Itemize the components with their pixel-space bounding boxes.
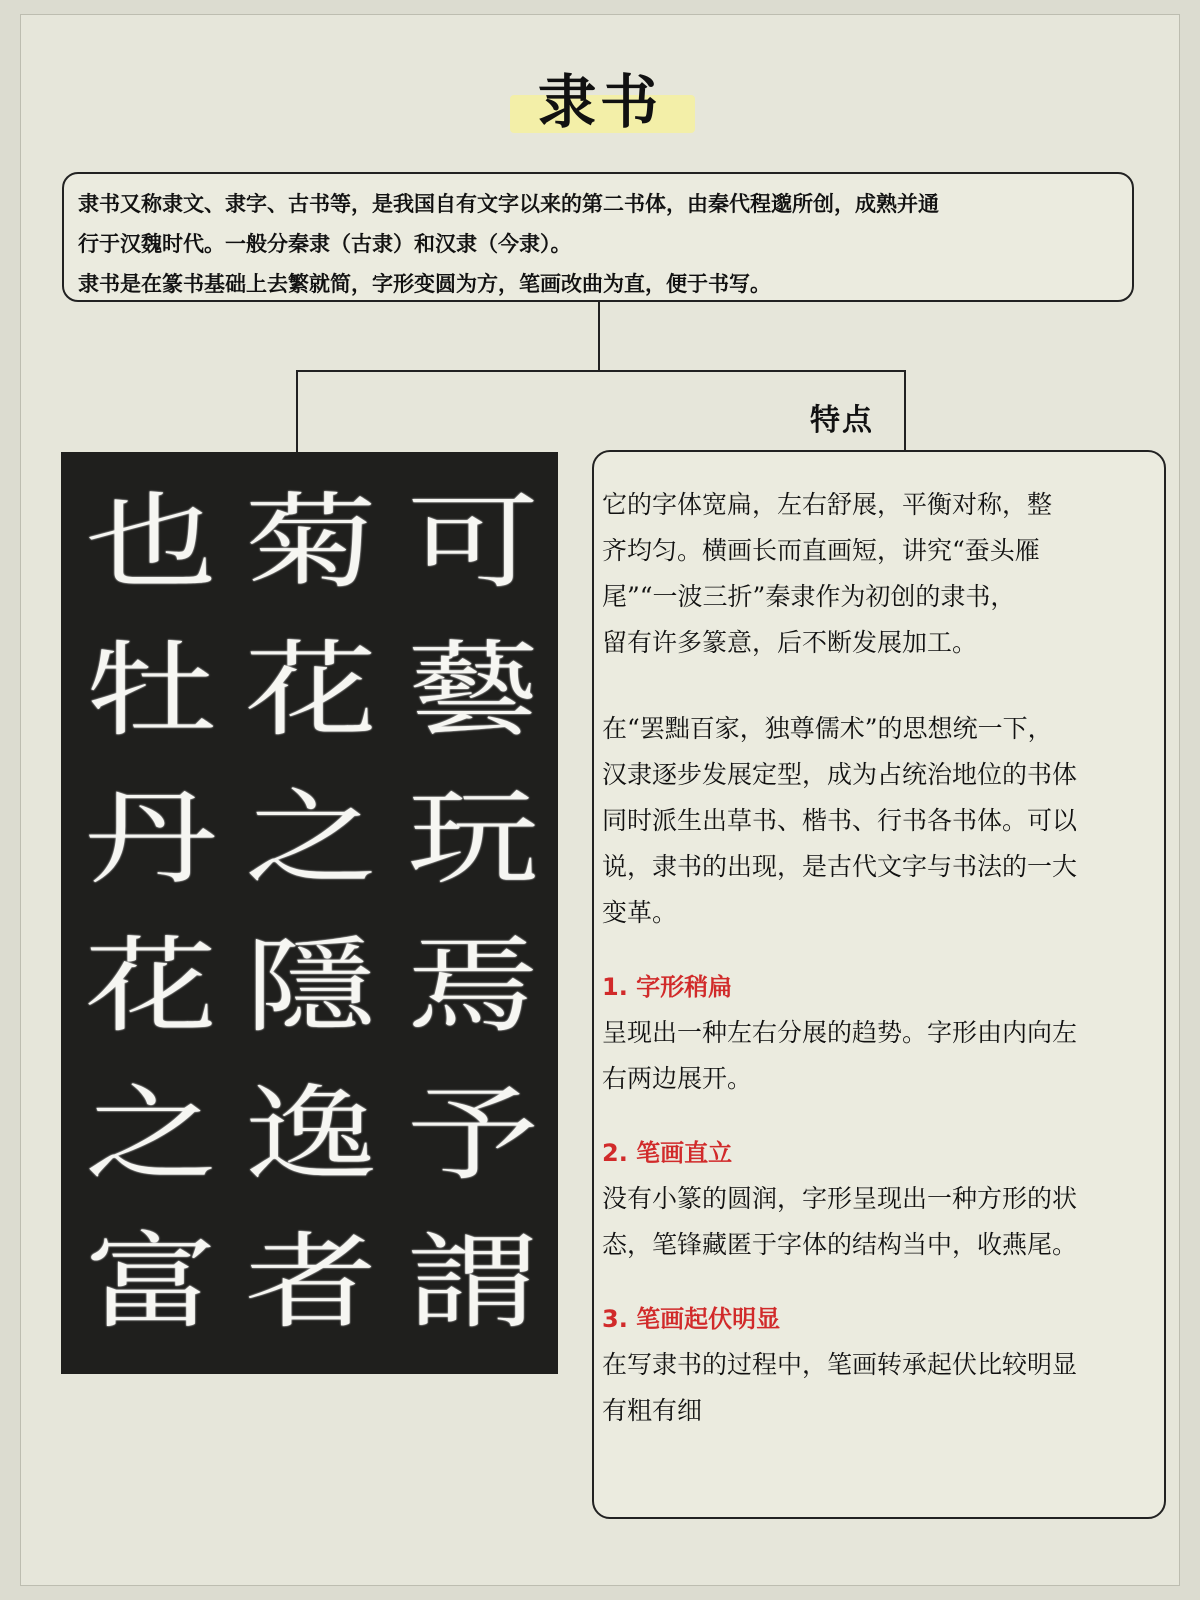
calligraphy-rubbing [61,452,558,1374]
features-line: 在“罢黜百家，独尊儒术”的思想统一下， [602,714,1053,743]
features-line: 齐均匀。横画长而直画短，讲究“蚕头雁 [602,536,1040,565]
rubbing-character: 牡 [84,629,218,751]
connector-vertical-top [598,302,600,370]
rubbing-character: 逸 [244,1073,378,1195]
rubbing-character: 菊 [244,481,378,603]
rubbing-column [236,472,386,1352]
connector-right-drop [904,370,906,450]
intro-line: 行于汉魏时代。一般分秦隶（古隶）和汉隶（今隶）。 [78,232,572,256]
spacer [602,1102,1156,1130]
rubbing-character: 者 [244,1221,378,1343]
page-title: 隶书 [537,68,662,136]
rubbing-character: 可 [406,481,540,603]
features-line: 汉隶逐步发展定型，成为占统治地位的书体 [602,760,1078,789]
rubbing-character: 之 [244,777,378,899]
connector-horizontal [296,370,906,372]
intro-line: 隶书又称隶文、隶字、古书等，是我国自有文字以来的第二书体，由秦代程邈所创，成熟并通 [78,192,939,216]
rubbing-character: 謂 [406,1221,540,1343]
features-label: 特点 [810,403,874,438]
item-heading: 2. 笔画直立 [602,1139,733,1167]
rubbing-character: 玩 [406,777,540,899]
connector-left-drop [296,370,298,452]
rubbing-column [76,472,226,1352]
rubbing-character: 也 [84,481,218,603]
title-area [0,0,1200,150]
intro-box [62,172,1134,302]
rubbing-character: 隱 [244,925,378,1047]
rubbing-character: 予 [406,1073,540,1195]
features-box [592,450,1166,1519]
rubbing-character: 花 [84,925,218,1047]
rubbing-character: 丹 [84,777,218,899]
spacer [602,1268,1156,1296]
features-line: 尾”“一波三折”秦隶作为初创的隶书， [602,582,1016,611]
rubbing-column [398,472,548,1352]
spacer [602,936,1156,964]
features-line: 右两边展开。 [602,1064,753,1093]
rubbing-character: 之 [84,1073,218,1195]
item-heading: 1. 字形稍扁 [602,973,733,1001]
rubbing-character: 藝 [406,629,540,751]
features-line: 有粗有细 [602,1396,703,1425]
rubbing-character: 富 [84,1221,218,1343]
features-line: 呈现出一种左右分展的趋势。字形由内向左 [602,1018,1078,1047]
features-line: 留有许多篆意，后不断发展加工。 [602,628,978,657]
item-heading: 3. 笔画起伏明显 [602,1305,781,1333]
features-line: 态，笔锋藏匿于字体的结构当中，收燕尾。 [602,1230,1078,1259]
spacer [602,666,1156,706]
intro-line: 隶书是在篆书基础上去繁就简，字形变圆为方，笔画改曲为直，便于书写。 [78,272,771,296]
rubbing-character: 焉 [406,925,540,1047]
features-line: 同时派生出草书、楷书、行书各书体。可以 [602,806,1078,835]
features-line: 变革。 [602,898,678,927]
features-line: 说，隶书的出现，是古代文字与书法的一大 [602,852,1078,881]
rubbing-character: 花 [244,629,378,751]
features-line: 在写隶书的过程中，笔画转承起伏比较明显 [602,1350,1078,1379]
features-line: 它的字体宽扁，左右舒展，平衡对称，整 [602,490,1053,519]
features-line: 没有小篆的圆润，字形呈现出一种方形的状 [602,1184,1078,1213]
